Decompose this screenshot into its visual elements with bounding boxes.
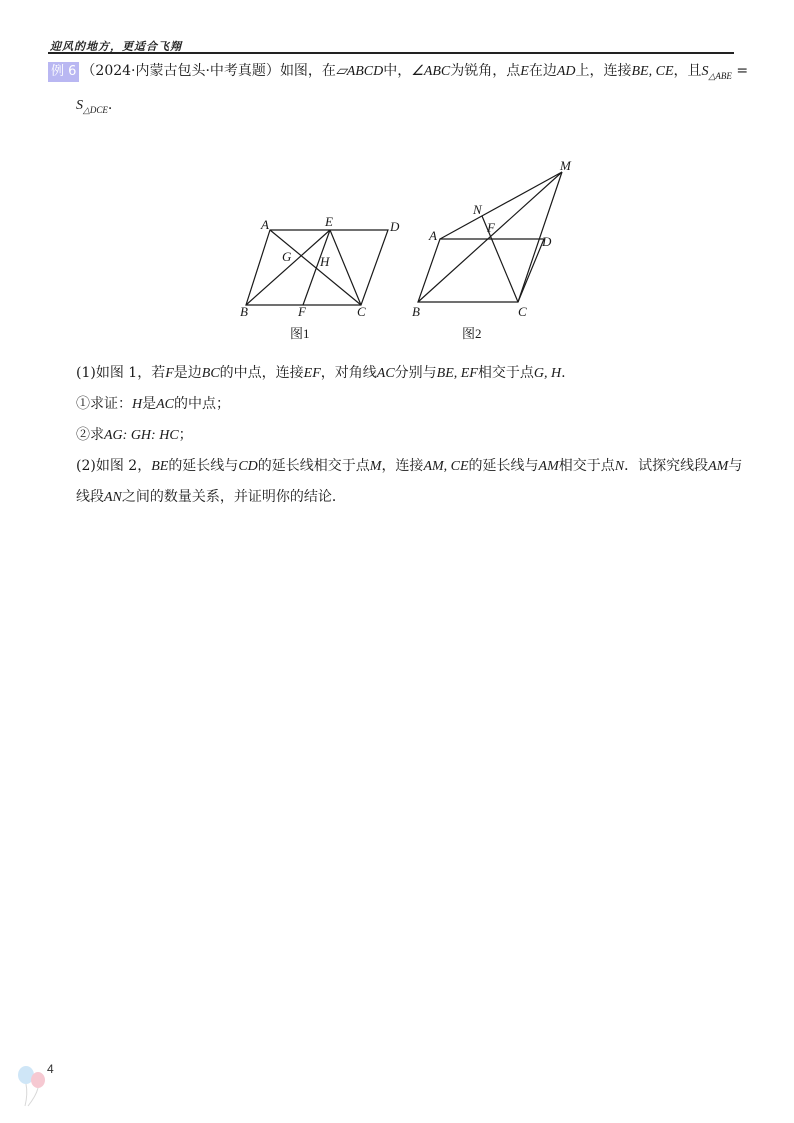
header-motto: 迎风的地方，更适合飞翔 — [50, 40, 182, 53]
label-d1: D — [390, 219, 400, 234]
label-c2: C — [518, 304, 527, 319]
question-1: (1)如图 1，若F是边BC的中点，连接EF，对角线AC分别与BE, EF相交于点G, H. — [76, 365, 566, 381]
problem-statement-cont: $S_{\triangle DCE}$. — [76, 97, 113, 115]
question-2-cont: 线段AN之间的数量关系，并证明你的结论． — [76, 489, 346, 505]
label-a2: A — [429, 228, 437, 243]
geometry-figures — [230, 150, 580, 350]
question-1-part-2: ②求AG: GH: HC； — [76, 427, 193, 443]
balloon-icon — [16, 1064, 50, 1108]
problem-source: （2024·内蒙古包头·中考真题） — [81, 63, 280, 79]
figure-1 — [246, 230, 388, 305]
label-f2: F — [487, 220, 495, 235]
header-divider — [48, 52, 734, 54]
segment-am — [440, 172, 562, 239]
page-number: 4 — [47, 1062, 54, 1076]
example-tag: 例 6 — [48, 62, 79, 82]
segment-ce — [330, 230, 361, 305]
label-a1: A — [261, 217, 269, 232]
label-b1: B — [240, 304, 248, 319]
figure-1-caption: 图1 — [290, 326, 310, 341]
label-c1: C — [357, 304, 366, 319]
figure-2 — [418, 172, 562, 302]
label-e1: E — [325, 214, 333, 229]
figure-2-caption: 图2 — [462, 326, 482, 341]
label-d2: D — [542, 234, 552, 249]
label-m2: M — [560, 158, 571, 173]
label-n2: N — [473, 202, 482, 217]
question-2: (2)如图 2，BE的延长线与CD的延长线相交于点M，连接AM, CE的延长线与AM相交于点N．试探究线段AM与 — [76, 458, 743, 474]
segment-ac — [270, 230, 361, 305]
question-1-part-1: ①求证：H是AC的中点； — [76, 396, 231, 412]
problem-statement: 例 6 （2024·内蒙古包头·中考真题）如图，在▱ABCD中，∠ABC为锐角，点E在边AD上，连接BE, CE，且$S_{\triangle ABE}$ = — [48, 61, 748, 86]
parallelogram-abcd-2 — [418, 239, 544, 302]
label-g1: G — [282, 249, 292, 264]
label-f1: F — [298, 304, 306, 319]
label-b2: B — [412, 304, 420, 319]
label-h1: H — [320, 254, 330, 269]
